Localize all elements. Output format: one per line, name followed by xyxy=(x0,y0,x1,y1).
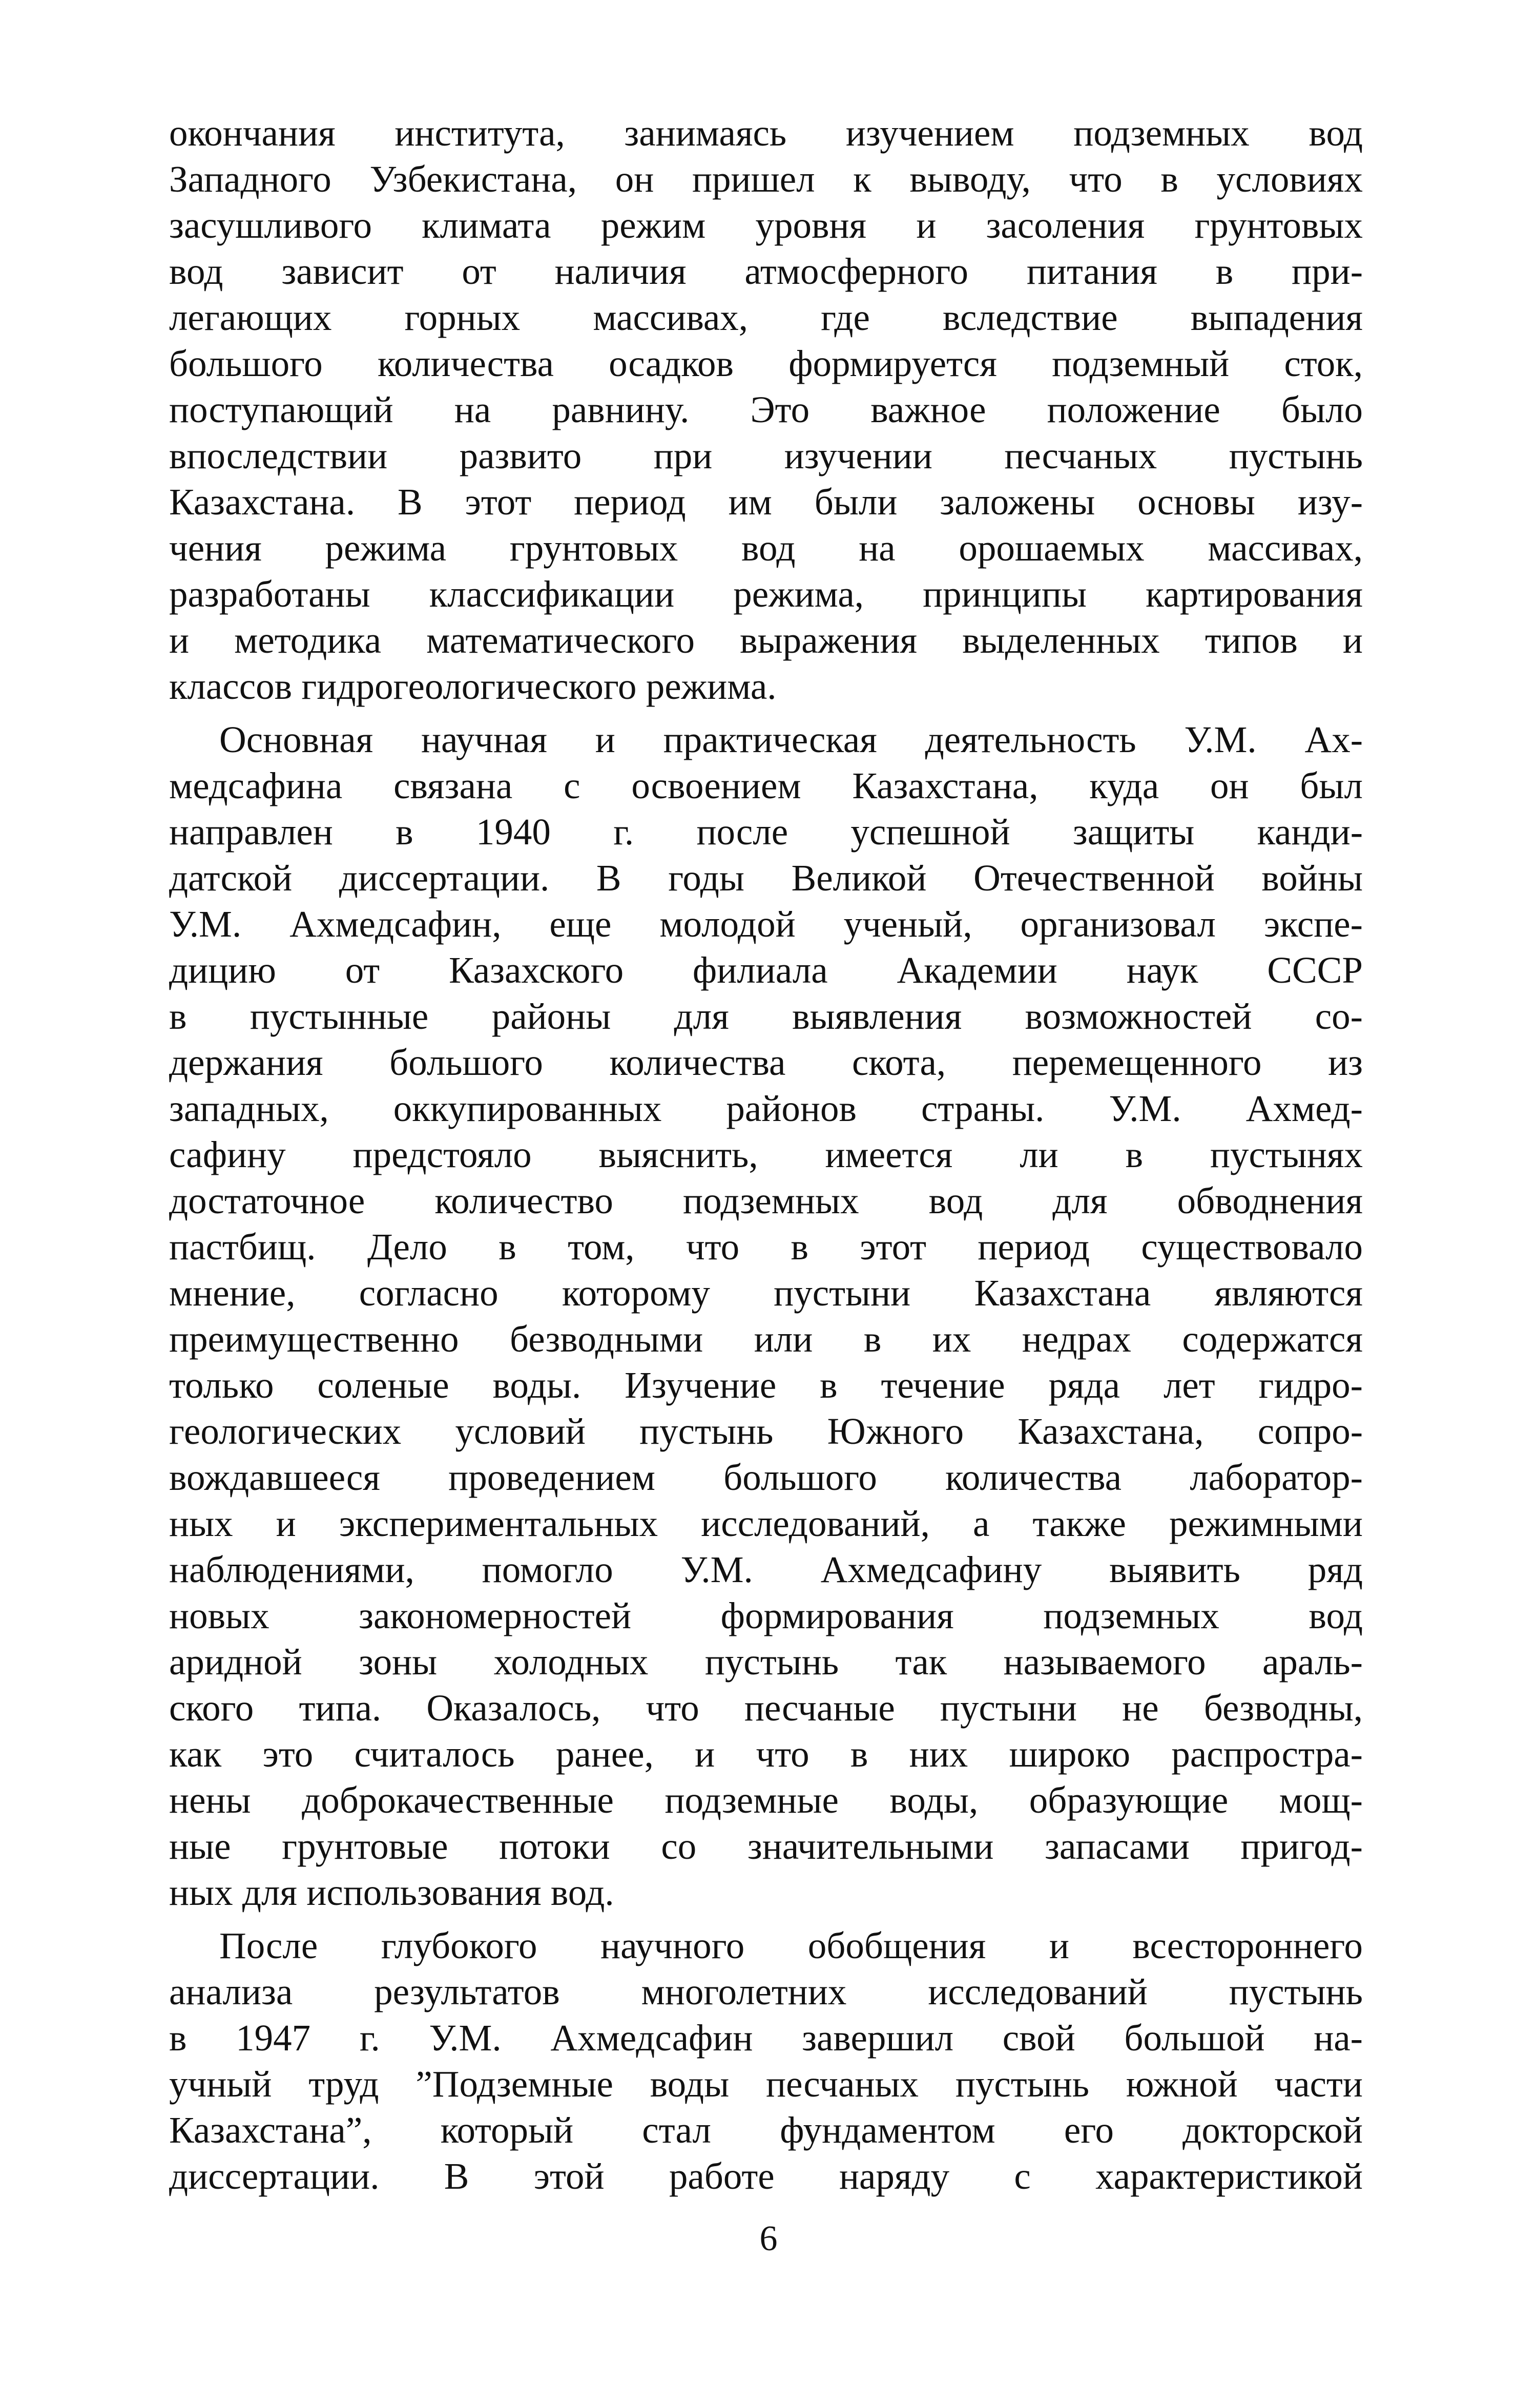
text-line: в пустынные районы для выявления возможностей со- xyxy=(169,995,1363,1037)
text-line: большого количества осадков формируется подземный сток, xyxy=(169,343,1363,384)
text-line: После глубокого научного обобщения и всестороннего xyxy=(219,1925,1363,1966)
text-line: вождавшееся проведением большого количества лаборатор- xyxy=(169,1457,1363,1498)
paragraph-2 xyxy=(169,717,1363,1916)
text-line: Основная научная и практическая деятельность У.М. Ах- xyxy=(219,719,1363,760)
text-line: и методика математического выражения выделенных типов и xyxy=(169,619,1363,661)
page-number: 6 xyxy=(759,2219,778,2258)
text-line: Западного Узбекистана, он пришел к выводу, что в условиях xyxy=(169,158,1363,200)
text-line: разработаны классификации режима, принципы картирования xyxy=(169,573,1363,615)
text-line: впоследствии развито при изучении песчаных пустынь xyxy=(169,435,1363,476)
text-line: ных для использования вод. xyxy=(169,1872,614,1913)
text-line: засушливого климата режим уровня и засоления грунтовых xyxy=(169,204,1363,246)
text-line: ского типа. Оказалось, что песчаные пустыни не безводны, xyxy=(169,1687,1363,1729)
text-line: датской диссертации. В годы Великой Отечественной войны xyxy=(169,857,1363,899)
text-line: диссертации. В этой работе наряду с характеристикой xyxy=(169,2155,1363,2197)
text-line: преимущественно безводными или в их недрах содержатся xyxy=(169,1318,1363,1360)
text-line: Казахстана”, который стал фундаментом его докторской xyxy=(169,2109,1363,2151)
text-line: направлен в 1940 г. после успешной защиты канди- xyxy=(169,811,1363,853)
paragraph-3 xyxy=(169,1923,1363,2199)
paragraph-gap xyxy=(169,710,1363,717)
text-line: нены доброкачественные подземные воды, образующие мощ- xyxy=(169,1779,1363,1821)
text-line: как это считалось ранее, и что в них широко распростра- xyxy=(169,1733,1363,1775)
text-line: поступающий на равнину. Это важное положение было xyxy=(169,389,1363,430)
body-text xyxy=(169,110,1363,2199)
text-line: пастбищ. Дело в том, что в этот период существовало xyxy=(169,1226,1363,1268)
text-line: новых закономерностей формирования подземных вод xyxy=(169,1595,1363,1636)
paragraph-gap xyxy=(169,1916,1363,1923)
text-line: наблюдениями, помогло У.М. Ахмедсафину выявить ряд xyxy=(169,1549,1363,1590)
text-line: вод зависит от наличия атмосферного питания в при- xyxy=(169,251,1363,292)
paragraph-1 xyxy=(169,110,1363,710)
text-line: только соленые воды. Изучение в течение ряда лет гидро- xyxy=(169,1364,1363,1406)
text-line: анализа результатов многолетних исследований пустынь xyxy=(169,1971,1363,2012)
text-line: достаточное количество подземных вод для обводнения xyxy=(169,1180,1363,1221)
text-line: держания большого количества скота, перемещенного из xyxy=(169,1042,1363,1083)
text-line: дицию от Казахского филиала Академии наук СССР xyxy=(169,949,1363,991)
text-line: мнение, согласно которому пустыни Казахстана являются xyxy=(169,1272,1363,1314)
text-line: геологических условий пустынь Южного Казахстана, сопро- xyxy=(169,1410,1363,1452)
text-line: западных, оккупированных районов страны. У.М. Ахмед- xyxy=(169,1088,1363,1129)
text-line: классов гидрогеологического режима. xyxy=(169,666,777,707)
text-line: У.М. Ахмедсафин, еще молодой ученый, организовал экспе- xyxy=(169,903,1363,945)
text-line: окончания института, занимаясь изучением подземных вод xyxy=(169,112,1363,154)
text-line: учный труд ”Подземные воды песчаных пустынь южной части xyxy=(169,2063,1363,2105)
text-line: ных и экспериментальных исследований, а также режимными xyxy=(169,1503,1363,1544)
text-line: сафину предстояло выяснить, имеется ли в пустынях xyxy=(169,1134,1363,1175)
text-line: Казахстана. В этот период им были заложены основы изу- xyxy=(169,481,1363,523)
text-line: в 1947 г. У.М. Ахмедсафин завершил свой большой на- xyxy=(169,2017,1363,2059)
text-line: ные грунтовые потоки со значительными запасами пригод- xyxy=(169,1825,1363,1867)
text-line: легающих горных массивах, где вследствие выпадения xyxy=(169,297,1363,338)
text-line: аридной зоны холодных пустынь так называемого араль- xyxy=(169,1641,1363,1683)
text-line: чения режима грунтовых вод на орошаемых массивах, xyxy=(169,527,1363,569)
text-line: медсафина связана с освоением Казахстана, куда он был xyxy=(169,765,1363,806)
